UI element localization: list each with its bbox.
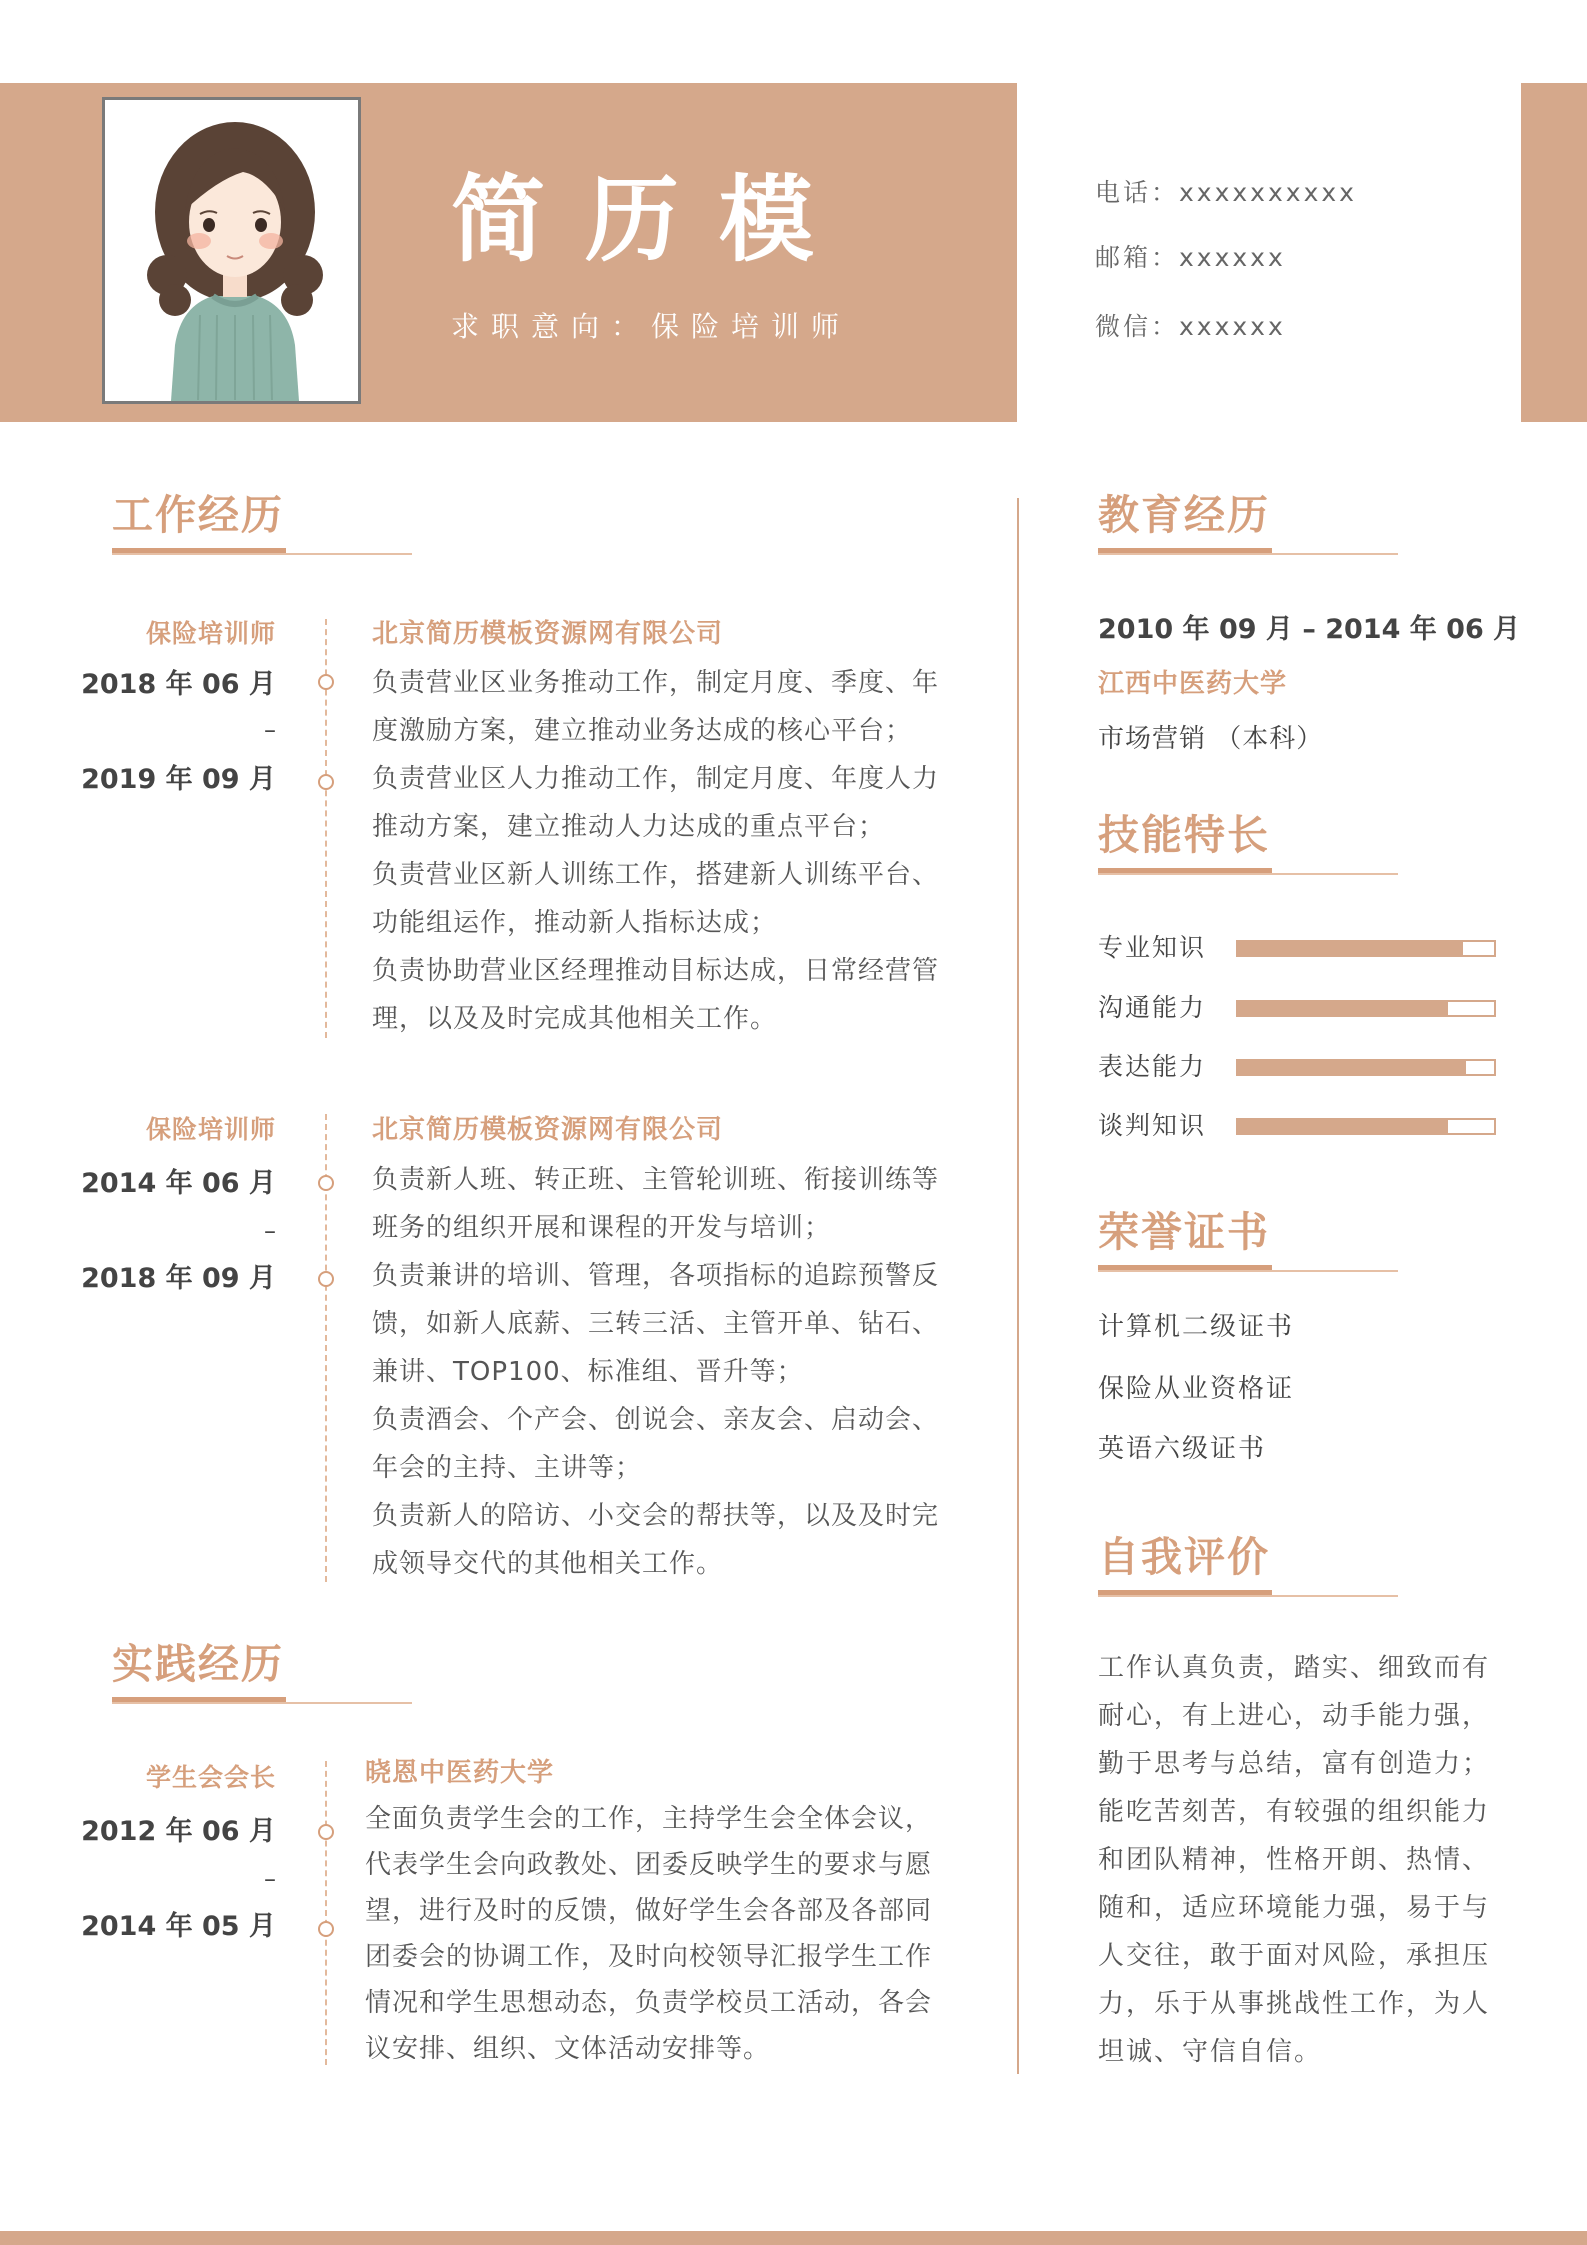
entry-start-date: 2014 年 06 月 — [81, 1168, 276, 1199]
skill-label: 沟通能力 — [1098, 993, 1207, 1022]
skill-bar — [1236, 1000, 1496, 1017]
work-heading-underline — [112, 548, 412, 556]
job-intent: 求职意向：保险培训师 — [451, 310, 852, 343]
entry-date-separator: – — [264, 716, 276, 744]
entry-description — [372, 1156, 939, 1588]
footer-band — [0, 2231, 1587, 2245]
honors-heading: 荣誉证书 — [1098, 1208, 1270, 1256]
self-evaluation-text — [1098, 1644, 1490, 2076]
description-line: 兼讲、TOP100、标准组、晋升等； — [372, 1357, 804, 1387]
entry-end-date: 2014 年 05 月 — [81, 1911, 276, 1942]
description-line: 班务的组织开展和课程的开发与培训； — [372, 1213, 832, 1243]
description-line: 负责营业区人力推动工作，制定月度、年度人力 — [372, 764, 940, 794]
skills-heading-underline — [1098, 868, 1398, 876]
timeline-dot — [318, 1175, 334, 1191]
evaluation-line: 能吃苦刻苦，有较强的组织能力 — [1098, 1797, 1491, 1827]
evaluation-line: 和团队精神，性格开朗、热情、 — [1098, 1845, 1491, 1875]
timeline-dot — [318, 774, 334, 790]
self-evaluation-heading: 自我评价 — [1098, 1533, 1270, 1581]
description-line: 馈，如新人底薪、三转三活、主管开单、钻石、 — [372, 1309, 940, 1339]
entry-role: 保险培训师 — [145, 1115, 276, 1144]
education-period: 2010 年 09 月 – 2014 年 06 月 — [1098, 614, 1521, 645]
evaluation-line: 随和，适应环境能力强，易于与 — [1098, 1893, 1491, 1923]
resume-title: 简历模 — [451, 166, 854, 275]
education-heading: 教育经历 — [1098, 491, 1270, 539]
education-school: 江西中医药大学 — [1098, 669, 1288, 699]
entry-organization: 北京简历模板资源网有限公司 — [372, 619, 724, 649]
description-line: 全面负责学生会的工作，主持学生会全体会议， — [365, 1804, 933, 1834]
entry-end-date: 2019 年 09 月 — [81, 764, 276, 795]
work-heading: 工作经历 — [112, 491, 284, 539]
practice-heading: 实践经历 — [112, 1640, 284, 1688]
contact-phone: 电话：xxxxxxxxxx — [1095, 178, 1357, 207]
description-line: 负责营业区业务推动工作，制定月度、季度、年 — [372, 668, 940, 698]
skill-bar-fill — [1238, 942, 1463, 955]
description-line: 推动方案，建立推动人力达成的重点平台； — [372, 812, 886, 842]
skill-bar-fill — [1238, 1120, 1448, 1133]
entry-start-date: 2012 年 06 月 — [81, 1816, 276, 1847]
entry-date-separator: – — [264, 1865, 276, 1893]
honor-item: 英语六级证书 — [1098, 1434, 1267, 1464]
description-line: 功能组运作，推动新人指标达成； — [372, 908, 778, 938]
description-line: 负责酒会、个产会、创说会、亲友会、启动会、 — [372, 1405, 940, 1435]
entry-description — [372, 659, 939, 1043]
evaluation-line: 勤于思考与总结，富有创造力； — [1098, 1749, 1491, 1779]
evaluation-line: 耐心，有上进心，动手能力强， — [1098, 1701, 1491, 1731]
skill-bar — [1236, 1059, 1496, 1076]
skill-label: 专业知识 — [1098, 933, 1207, 962]
description-line: 团委会的协调工作，及时向校领导汇报学生工作 — [365, 1942, 933, 1972]
honor-item: 保险从业资格证 — [1098, 1374, 1295, 1404]
description-line: 情况和学生思想动态，负责学校员工活动，各会 — [365, 1988, 933, 2018]
description-line: 望，进行及时的反馈，做好学生会各部及各部同 — [365, 1896, 933, 1926]
timeline-dot — [318, 1271, 334, 1287]
entry-organization: 北京简历模板资源网有限公司 — [372, 1115, 724, 1145]
entry-date-separator: – — [264, 1217, 276, 1245]
entry-role: 保险培训师 — [145, 619, 276, 648]
entry-role: 学生会会长 — [145, 1763, 276, 1792]
timeline-dot — [318, 1824, 334, 1840]
description-line: 度激励方案，建立推动业务达成的核心平台； — [372, 716, 913, 746]
description-line: 负责新人的陪访、小交会的帮扶等，以及及时完 — [372, 1501, 940, 1531]
honors-heading-underline — [1098, 1265, 1398, 1273]
evaluation-line: 力，乐于从事挑战性工作，为人 — [1098, 1989, 1491, 2019]
description-line: 理，以及及时完成其他相关工作。 — [372, 1004, 778, 1034]
education-major: 市场营销 （本科） — [1098, 724, 1324, 754]
evaluation-line: 工作认真负责，踏实、细致而有 — [1098, 1653, 1491, 1683]
entry-organization: 晓恩中医药大学 — [365, 1758, 555, 1788]
description-line: 负责新人班、转正班、主管轮训班、衔接训练等 — [372, 1165, 940, 1195]
self-evaluation-heading-underline — [1098, 1590, 1398, 1598]
entry-description — [365, 1796, 932, 2072]
skill-bar — [1236, 1118, 1496, 1135]
evaluation-line: 人交往，敢于面对风险，承担压 — [1098, 1941, 1491, 1971]
skill-label: 谈判知识 — [1098, 1111, 1207, 1140]
description-line: 代表学生会向政教处、团委反映学生的要求与愿 — [365, 1850, 933, 1880]
timeline-line — [325, 1761, 327, 2065]
evaluation-line: 坦诚、守信自信。 — [1098, 2037, 1323, 2067]
description-line: 负责协助营业区经理推动目标达成，日常经营管 — [372, 956, 940, 986]
avatar-photo — [102, 97, 361, 404]
practice-heading-underline — [112, 1697, 412, 1705]
description-line: 成领导交代的其他相关工作。 — [372, 1549, 724, 1579]
description-line: 负责营业区新人训练工作，搭建新人训练平台、 — [372, 860, 940, 890]
sweater — [171, 296, 299, 401]
avatar-illustration — [105, 100, 358, 401]
skill-bar-fill — [1238, 1061, 1466, 1074]
contact-email: 邮箱：xxxxxx — [1095, 243, 1286, 272]
skill-bar — [1236, 940, 1496, 957]
entry-start-date: 2018 年 06 月 — [81, 669, 276, 700]
entry-end-date: 2018 年 09 月 — [81, 1263, 276, 1294]
education-heading-underline — [1098, 548, 1398, 556]
skills-heading: 技能特长 — [1098, 811, 1270, 859]
header-accent-band — [1521, 83, 1587, 422]
description-line: 负责兼讲的培训、管理，各项指标的追踪预警反 — [372, 1261, 940, 1291]
skill-label: 表达能力 — [1098, 1052, 1207, 1081]
description-line: 议安排、组织、文体活动安排等。 — [365, 2034, 771, 2064]
contact-wechat: 微信：xxxxxx — [1095, 312, 1286, 341]
honor-item: 计算机二级证书 — [1098, 1312, 1295, 1342]
skill-bar-fill — [1238, 1002, 1448, 1015]
timeline-dot — [318, 674, 334, 690]
column-divider — [1017, 498, 1019, 2074]
description-line: 年会的主持、主讲等； — [372, 1453, 643, 1483]
timeline-dot — [318, 1921, 334, 1937]
